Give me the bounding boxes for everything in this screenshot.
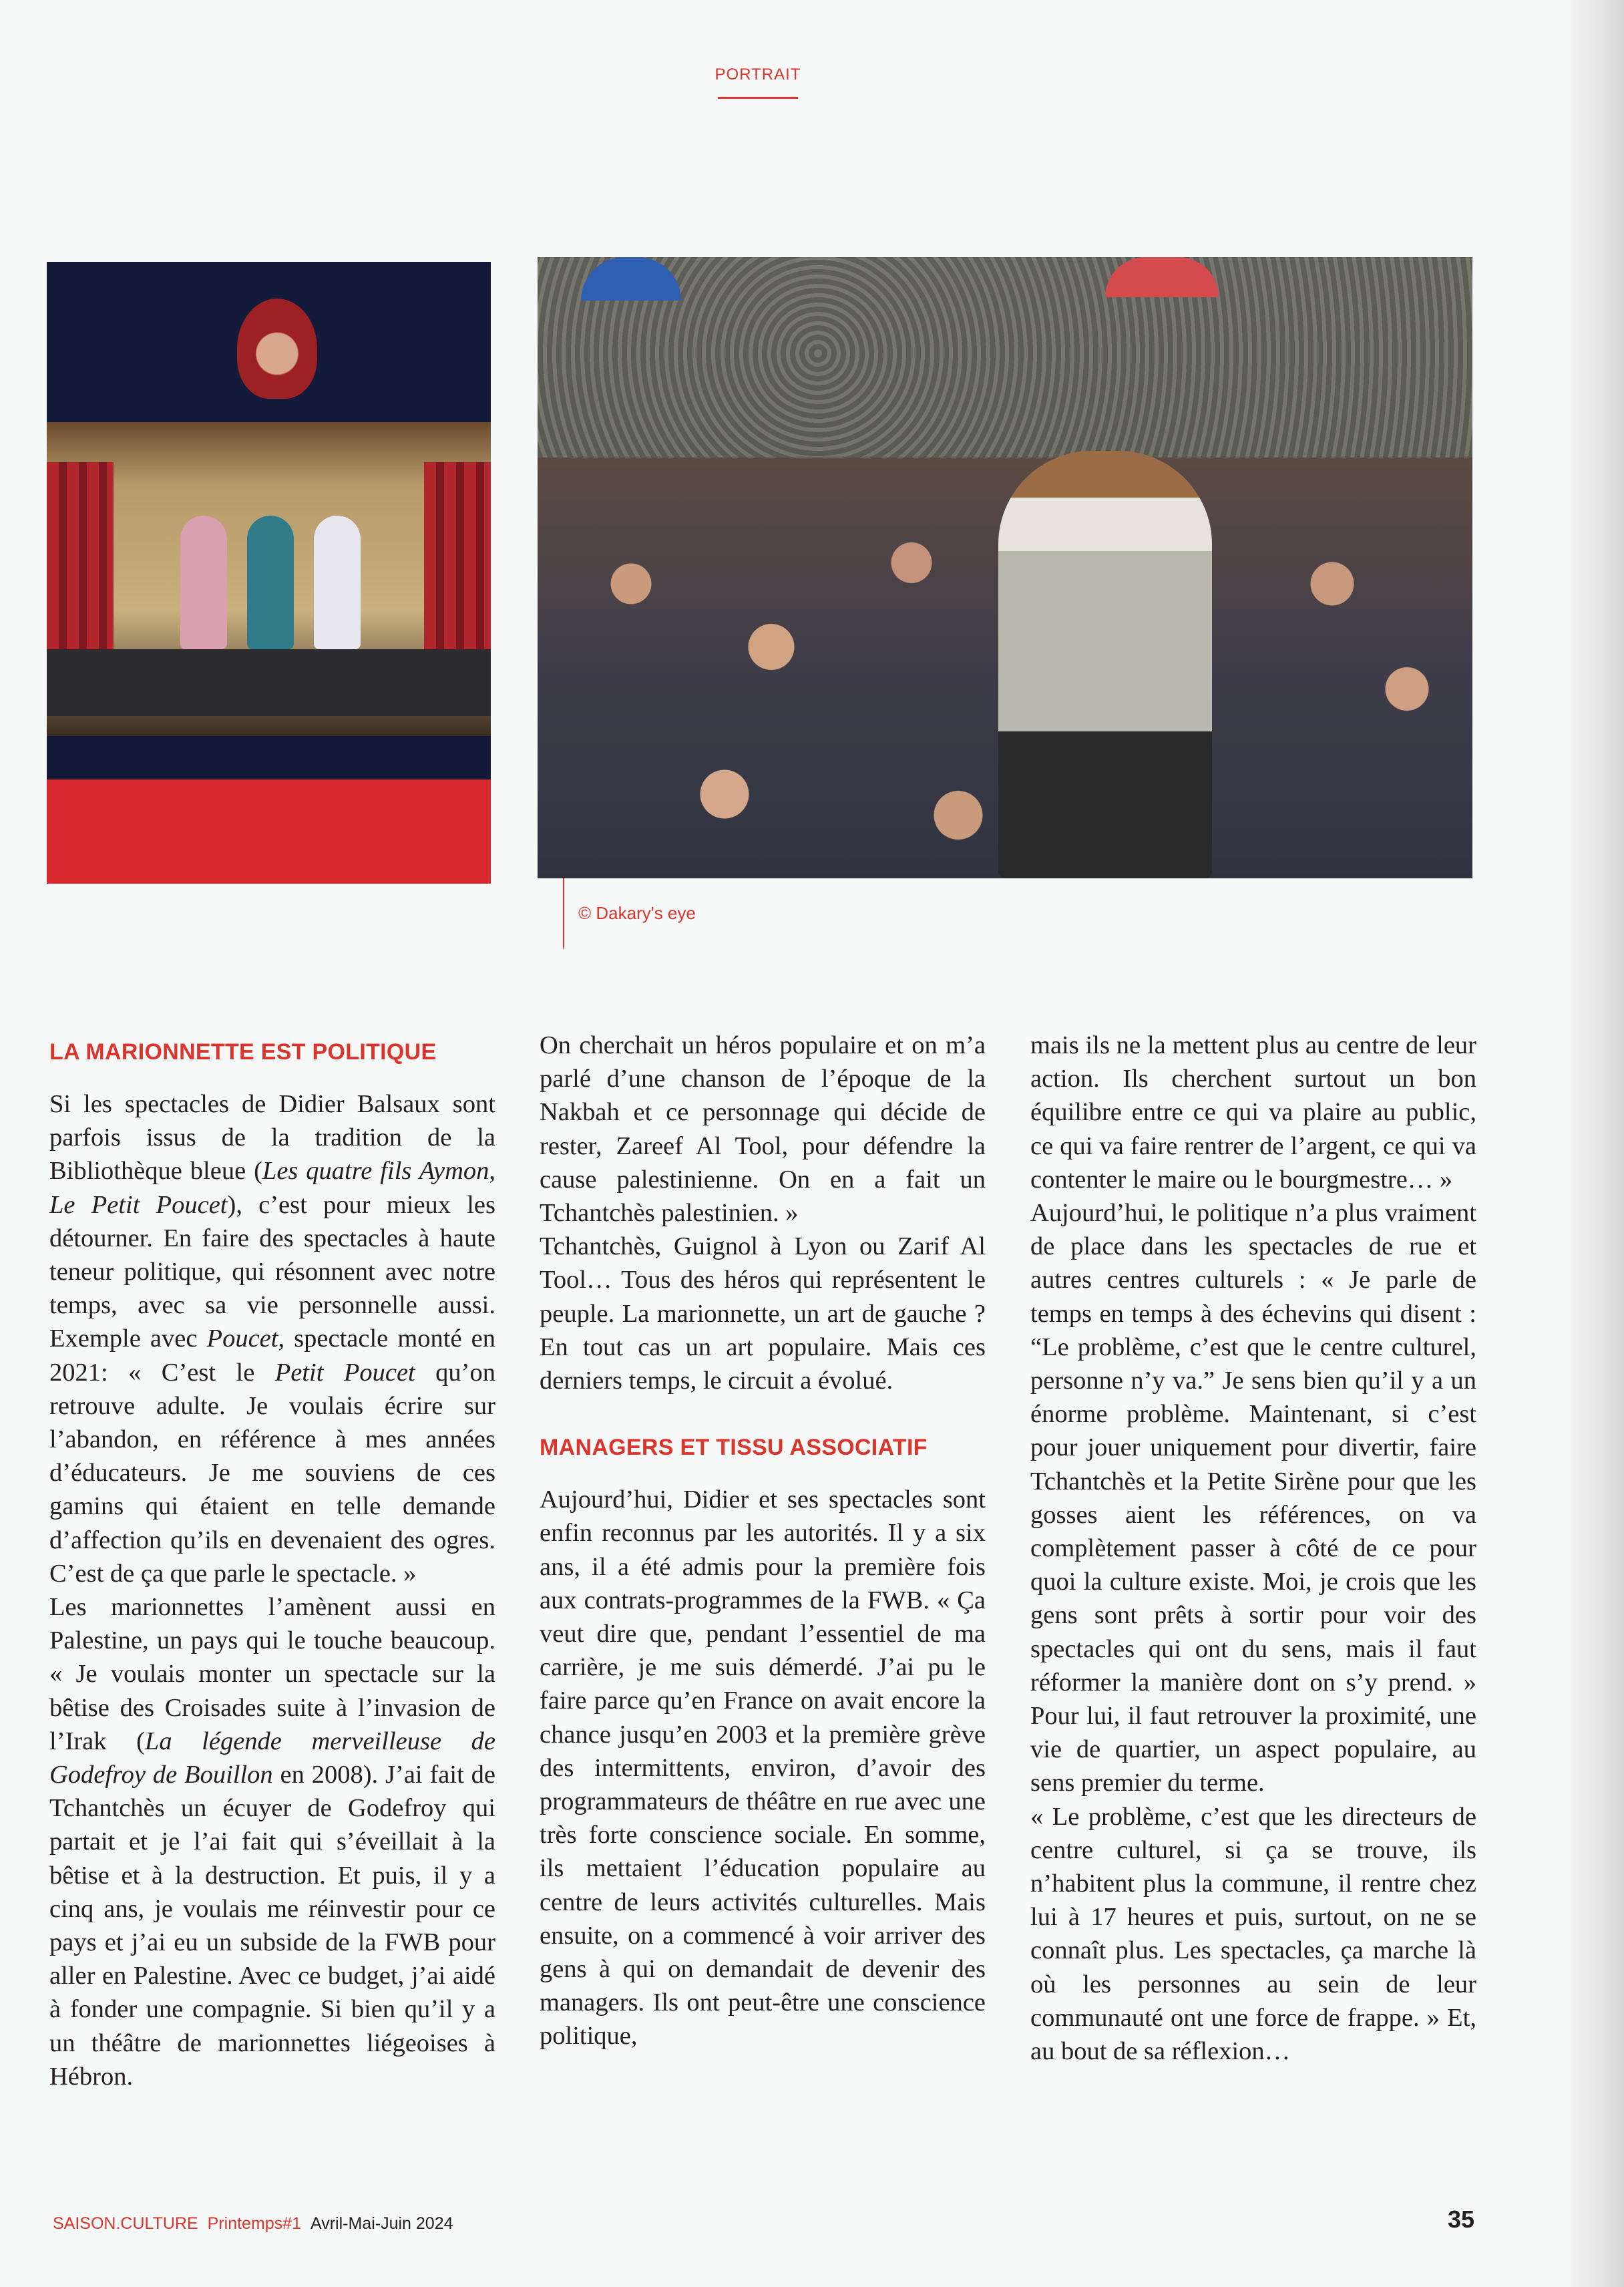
- text-run: ,: [489, 1157, 495, 1186]
- text-run: en 2008). J’ai fait de Tchantchès un écuyer de Godefroy qui partait et je l’ai fait qui s’éveillait à la bêtise et à la destruction. Et puis, il y a cinq ans, je voulais me réinvestir pour ce pays et j’ai eu un subside de la FWB pour aller en Palestine. Avec ce budget, j’ai aidé à fonder une compagnie. Si bien qu’il y a un théâtre de marionnettes liégeoises à Hébron.: [49, 1761, 495, 2091]
- italic-title: Petit Poucet: [274, 1358, 415, 1387]
- right-curtain: [424, 462, 491, 663]
- article-column-1: [49, 1029, 495, 2093]
- credit-rule: [563, 878, 564, 948]
- stage-front-panel: [47, 779, 491, 884]
- section-heading: LA MARIONNETTE EST POLITIQUE: [49, 1039, 437, 1065]
- text-run: mais ils ne la mettent plus au centre de leur action. Ils cherchent surtout un bon équilibre entre ce qui va plaire au public, ce qui va faire rentrer de l’argent, ce qui va contenter le maire ou le bourgmestre… »: [1030, 1031, 1476, 1194]
- text-run: Aujourd’hui, le politique n’a plus vraiment de place dans les spectacles de rue et autres centres culturels : « Je parle de temps en temps à des échevins qui disent : “Le problème, c’est que le centre culturel, personne n’y va.” Je sens bien qu’il y a un énorme problème. Maintenant, si c’est pour jouer uniquement pour divertir, faire Tchantchès et la Petite Sirène pour que les gosses aient les références, on va complètement passer à côté de ce pour quoi la culture existe. Moi, je crois que les gens sont prêts à sortir pour voir des spectacles qui ont du sens, mais il faut réformer la manière dont on s’y prend. » Pour lui, il faut retrouver la proximité, une vie de quartier, un aspect populaire, au sens premier du terme.: [1030, 1199, 1476, 1797]
- text-run: Les marionnettes l’amènent aussi en Palestine, un pays qui le touche beaucoup. « Je voulais monter un spectacle sur la bêtise des Croisades suite à l’invasion de l’Irak (: [49, 1593, 495, 1755]
- photo-credit: © Dakary's eye: [578, 903, 696, 923]
- body-paragraph: [1030, 1800, 1476, 2069]
- page-edge-shadow: [1571, 0, 1624, 2287]
- italic-title: Les quatre fils Aymon: [262, 1157, 489, 1186]
- article-column-2: [540, 1029, 986, 2053]
- magazine-brand: SAISON.CULTURE: [53, 2214, 198, 2233]
- text-run: « Le problème, c’est que les directeurs de centre culturel, si ça se trouve, ils n’habitent plus la commune, il rentre chez lui à 17 heures et puis, surtout, on ne se connaît plus. Les spectacles, ça marche là où les personnes au sein de leur communauté ont une force de frappe. » Et, au bout de sa réflexion…: [1030, 1802, 1476, 2066]
- text-run: Tchantchès, Guignol à Lyon ou Zarif Al Tool… Tous des héros qui représentent le peuple. La marionnette, un art de gauche ? En tout cas un art populaire. Mais ces derniers temps, le circuit a évolué.: [540, 1232, 986, 1395]
- italic-title: Le Petit Poucet: [49, 1190, 228, 1219]
- text-run: Aujourd’hui, Didier et ses spectacles sont enfin reconnus par les autorités. Il y a six ans, il a été admis pour la première fois aux contrats-programmes de la FWB. « Ça veut dire que, pendant l’essentiel de ma carrière, je me suis démerdé. J’ai pu le faire parce qu’en France on avait encore la chance jusqu’en 2003 et la première grève des intermittents, environ, d’avoir des programmateurs de théâtre en rue avec une très forte conscience sociale. En somme, ils mettaient l’éducation populaire au centre de leurs activités culturelles. Mais ensuite, on a commencé à voir arriver des gens à qui on demandait de devenir des managers. Ils ont peut-être une conscience politique,: [540, 1485, 986, 2051]
- puppet: [247, 516, 294, 649]
- body-paragraph: [540, 1230, 986, 1397]
- article-column-3: [1030, 1029, 1476, 2068]
- issue-date: Avril-Mai-Juin 2024: [311, 2214, 453, 2233]
- text-run: Si les spectacles de Didier Balsaux sont parfois issus de la tradition de la Bibliothèque bleue (: [49, 1090, 495, 1186]
- text-run: ), c’est pour mieux les détourner. En faire des spectacles à haute teneur politique, qui résonnent avec notre temps, avec sa vie personnelle aussi. Exemple avec: [49, 1190, 495, 1353]
- body-paragraph: [540, 1483, 986, 2053]
- body-paragraph: [49, 1087, 495, 1590]
- footer: [53, 2214, 453, 2234]
- page-number: 35: [1448, 2206, 1475, 2233]
- kicker-underline: [718, 97, 798, 99]
- left-curtain: [47, 462, 114, 663]
- issue-label: Printemps#1: [207, 2214, 301, 2233]
- body-paragraph: [49, 1590, 495, 2093]
- puppeteer-figure: [237, 299, 317, 399]
- section-heading: MANAGERS ET TISSU ASSOCIATIF: [540, 1435, 928, 1461]
- performer-figure: [998, 451, 1212, 878]
- stage-floor: [47, 649, 491, 716]
- body-paragraph: [1030, 1029, 1476, 1196]
- puppet-theatre-photo: [47, 262, 491, 884]
- text-run: qu’on retrouve adulte. Je voulais écrire sur l’abandon, en référence à mes années d’éducateurs. Je me souviens de ces gamins qui étaient en telle demande d’affection qu’ils en devenaient des ogres. C’est de ça que parle le spectacle. »: [49, 1358, 495, 1588]
- puppet: [180, 516, 227, 649]
- body-paragraph: [1030, 1196, 1476, 1800]
- text-run: , spectacle monté en 2021: « C’est le: [49, 1325, 495, 1387]
- italic-title: Poucet: [206, 1325, 278, 1353]
- italic-title: La légende merveilleuse de Godefroy de Bouillon: [49, 1727, 495, 1789]
- puppet: [314, 516, 361, 649]
- text-run: On cherchait un héros populaire et on m’a parlé d’une chanson de l’époque de la Nakbah et ce personnage qui décide de rester, Zareef Al Tool, pour défendre la cause palestinienne. On en a fait un Tchantchès palestinien. »: [540, 1031, 986, 1228]
- body-paragraph: [540, 1029, 986, 1230]
- street-performance-photo: [538, 257, 1472, 878]
- section-kicker: PORTRAIT: [715, 65, 801, 83]
